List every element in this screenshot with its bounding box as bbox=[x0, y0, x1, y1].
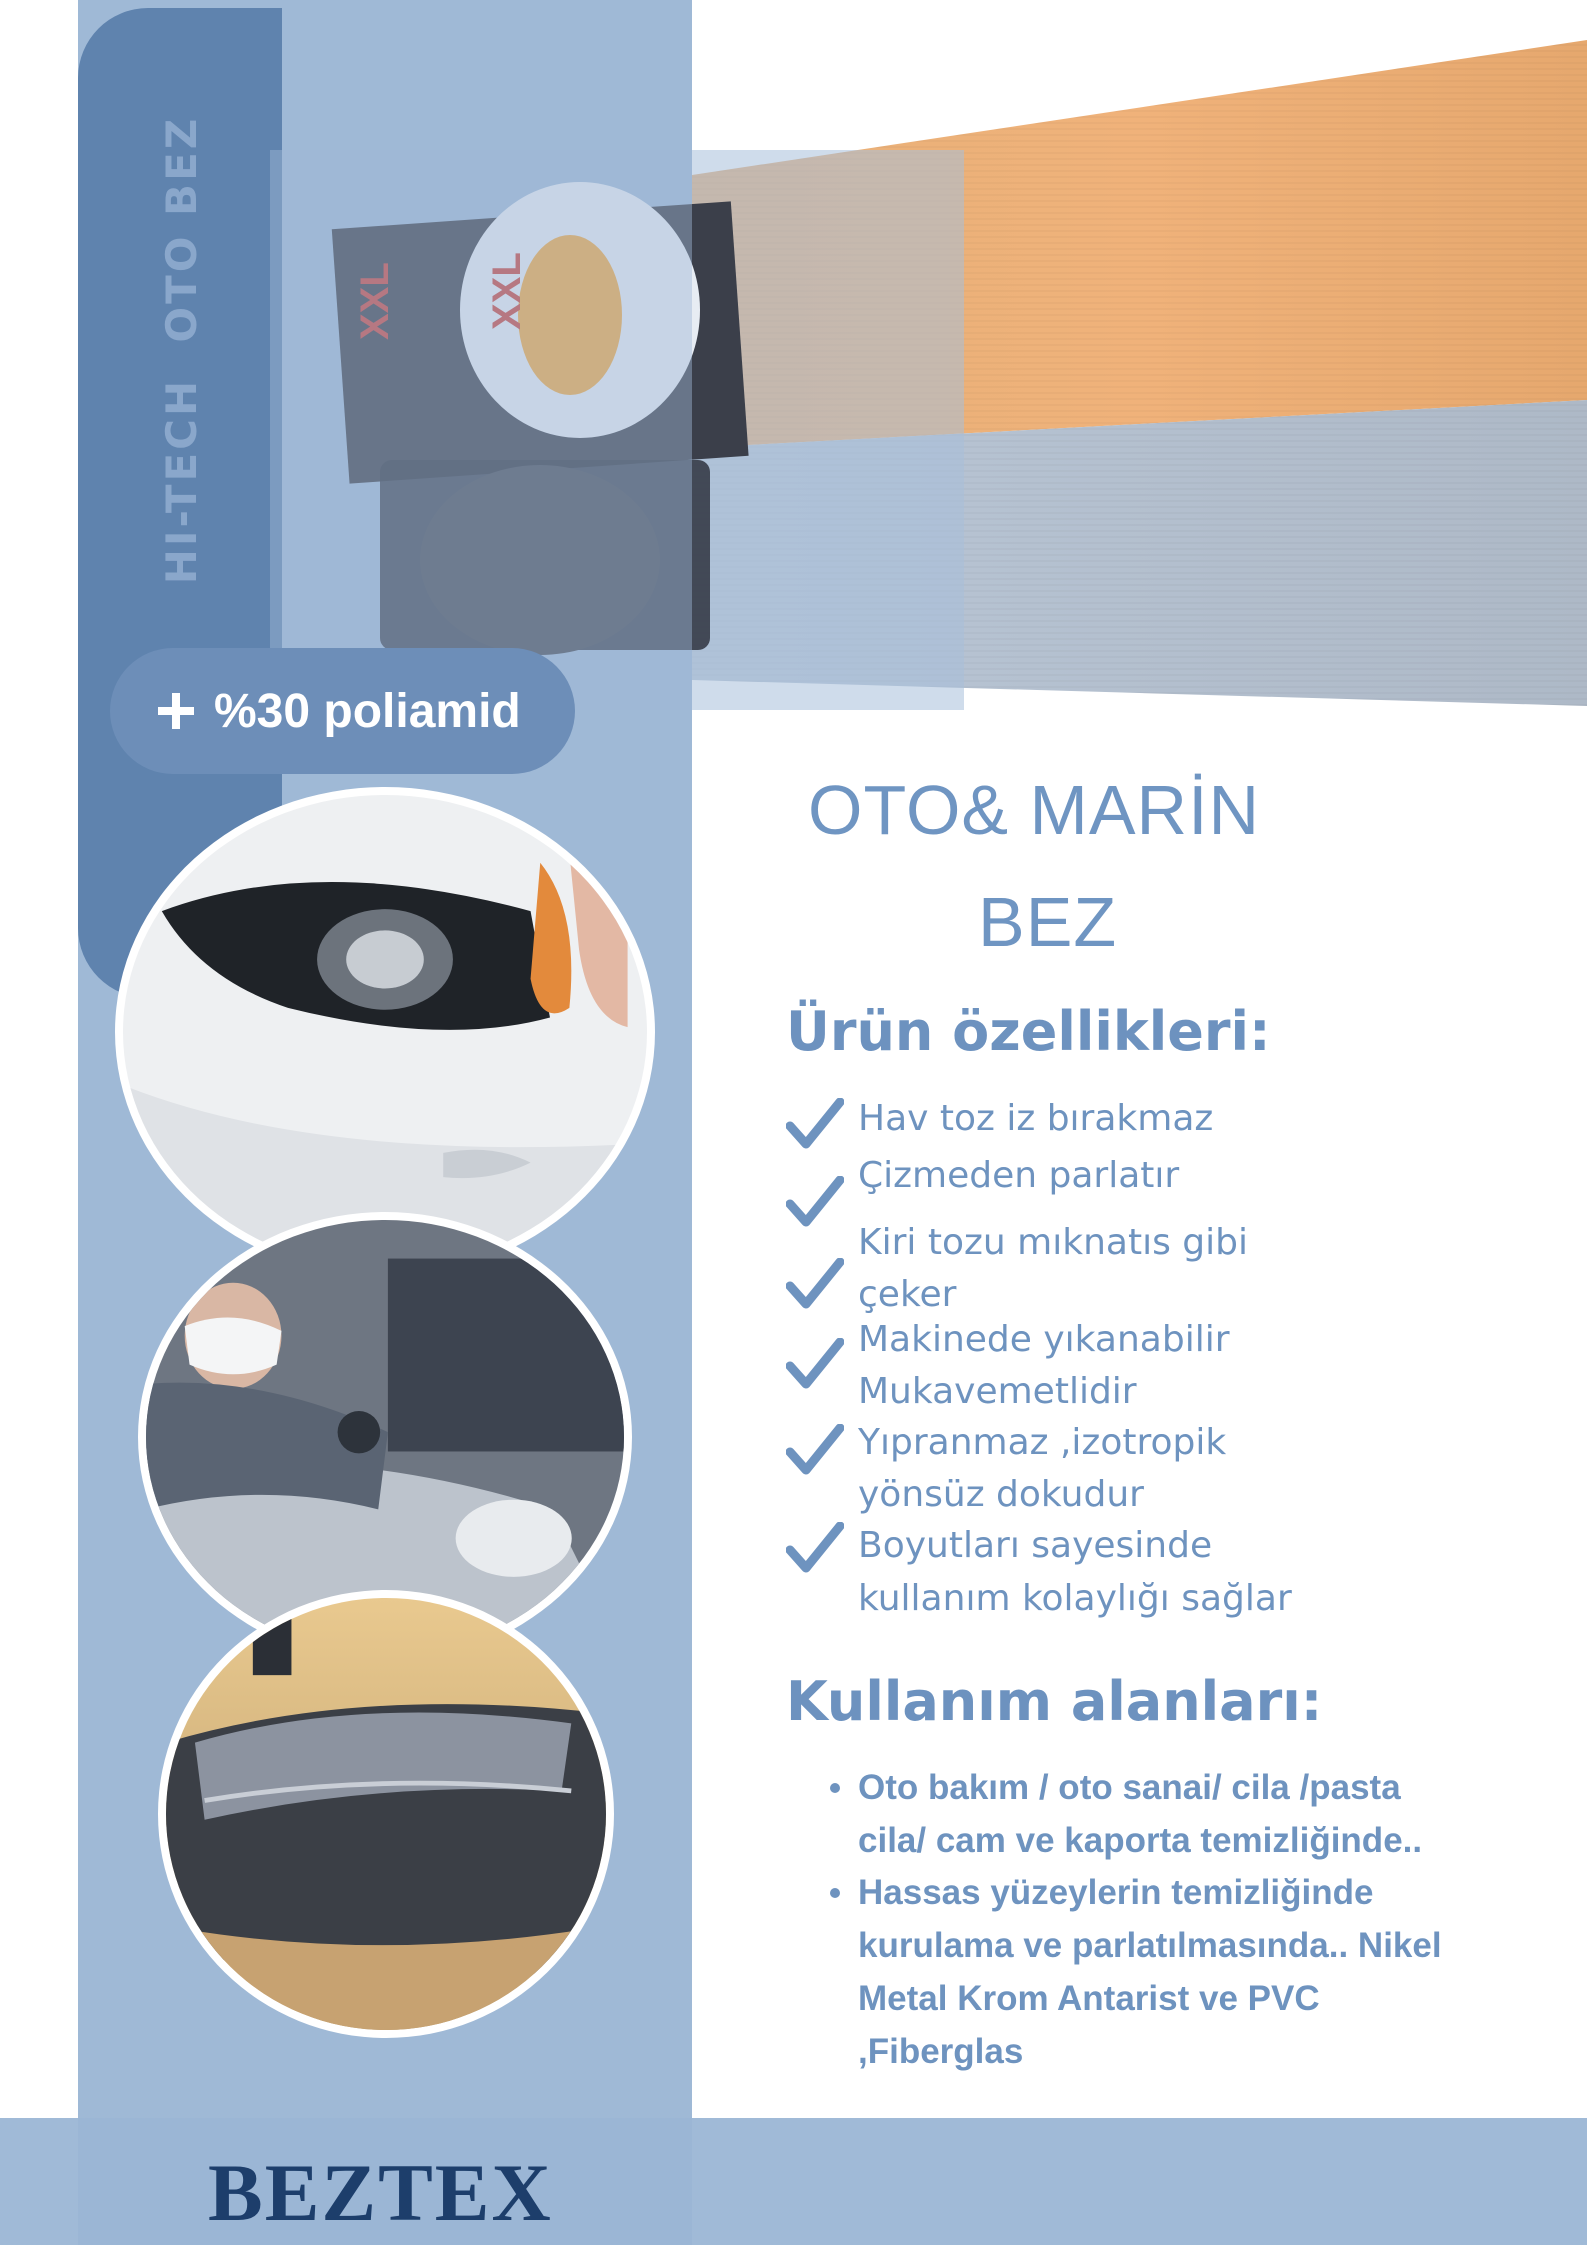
check-icon bbox=[786, 1338, 844, 1390]
vertical-title: HI-TECH OTO BEZ bbox=[157, 115, 206, 585]
package-label: XXL bbox=[353, 262, 397, 340]
feature-item: Çizmeden parlatır bbox=[858, 1155, 1180, 1196]
features-heading: Ürün özellikleri: bbox=[786, 1000, 1271, 1063]
usage-line: kurulama ve parlatılmasında.. Nikel bbox=[858, 1926, 1442, 1965]
feature-item: çeker bbox=[858, 1274, 957, 1315]
usage-line: Metal Krom Antarist ve PVC bbox=[858, 1979, 1320, 2018]
usage-heading: Kullanım alanları: bbox=[786, 1670, 1323, 1733]
check-icon bbox=[786, 1522, 844, 1574]
usage-line: Oto bakım / oto sanai/ cila /pasta bbox=[858, 1768, 1401, 1807]
feature-item: Kiri tozu mıknatıs gibi bbox=[858, 1222, 1248, 1263]
usage-line: cila/ cam ve kaporta temizliğinde.. bbox=[858, 1821, 1423, 1860]
product-image bbox=[270, 0, 1587, 720]
feature-item: Hav toz iz bırakmaz bbox=[858, 1098, 1214, 1139]
check-icon bbox=[786, 1424, 844, 1476]
brand-logo: BEZTEX bbox=[208, 2147, 553, 2238]
poliamid-text: %30 poliamid bbox=[214, 684, 521, 738]
feature-item: Yıpranmaz ,izotropik bbox=[858, 1422, 1227, 1463]
check-icon bbox=[786, 1258, 844, 1310]
usage-item bbox=[858, 1761, 1498, 1867]
check-icon bbox=[786, 1098, 844, 1150]
check-icon bbox=[786, 1176, 844, 1228]
bullet-dot bbox=[830, 1888, 840, 1898]
bullet-dot bbox=[830, 1783, 840, 1793]
feature-item: Boyutları sayesinde bbox=[858, 1525, 1213, 1566]
plus-icon bbox=[154, 689, 198, 733]
package-label-2: XXL bbox=[485, 252, 529, 330]
title-line-1: OTO& MARİN bbox=[808, 771, 1261, 849]
usage-item bbox=[858, 1866, 1498, 2078]
feature-item: kullanım kolaylığı sağlar bbox=[858, 1578, 1292, 1619]
title-line-2: BEZ bbox=[978, 883, 1118, 961]
feature-item: Makinede yıkanabilir bbox=[858, 1319, 1230, 1360]
poliamid-badge bbox=[110, 648, 575, 774]
usage-line: ,Fiberglas bbox=[858, 2032, 1024, 2071]
feature-item: yönsüz dokudur bbox=[858, 1474, 1144, 1515]
headlight-photo bbox=[115, 787, 655, 1277]
feature-item: Mukavemetlidir bbox=[858, 1371, 1137, 1412]
boat-photo bbox=[158, 1590, 614, 2038]
usage-line: Hassas yüzeylerin temizliğinde bbox=[858, 1873, 1374, 1912]
